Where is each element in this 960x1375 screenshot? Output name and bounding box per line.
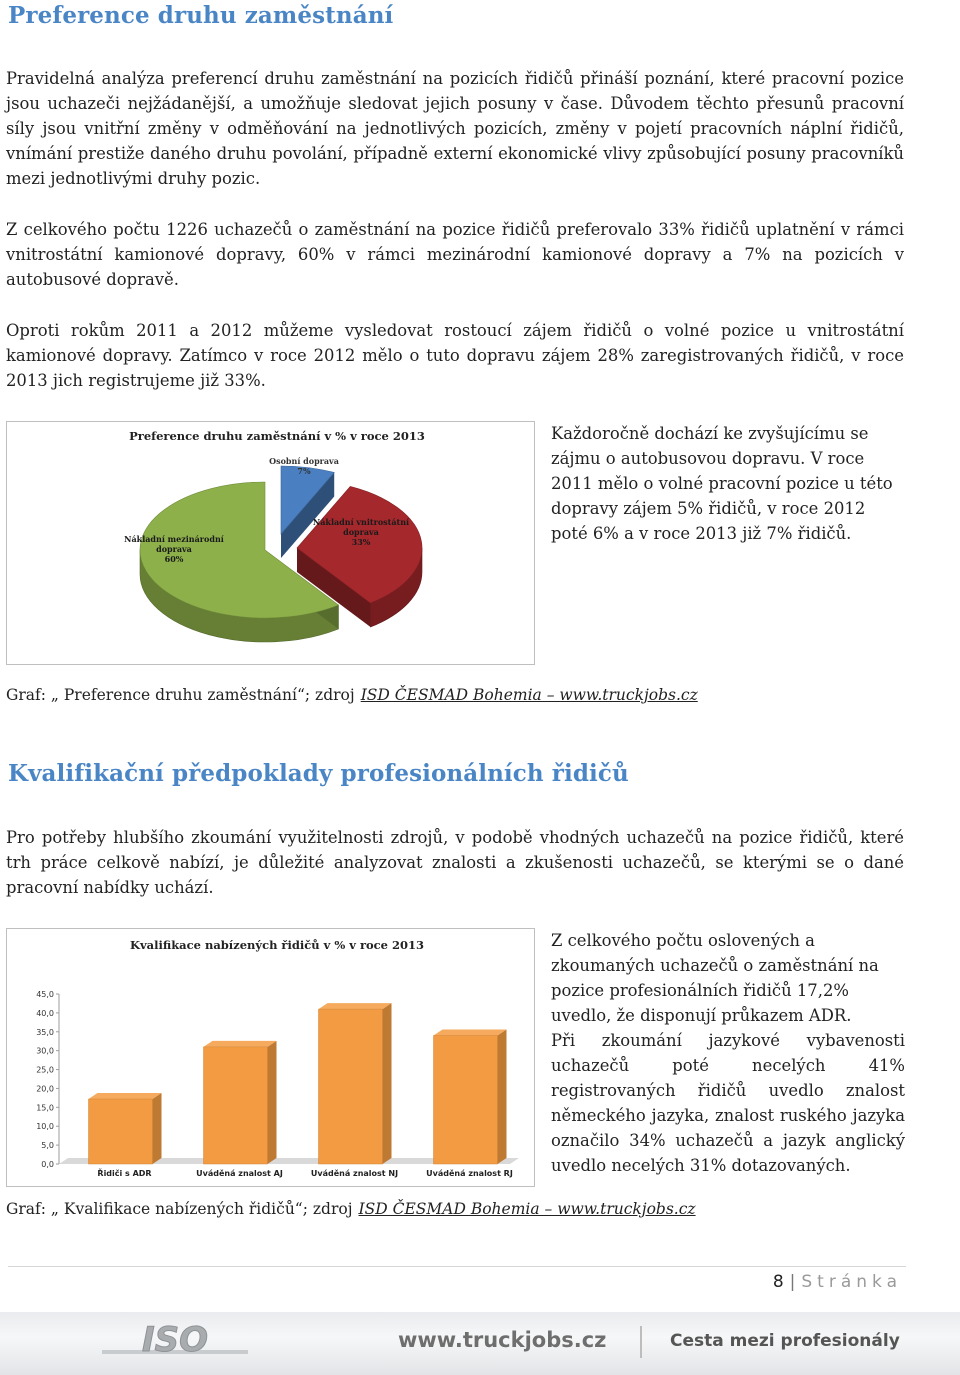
caption-qualification-label: Graf: „ Kvalifikace nabízených řidičů“; zdroj	[6, 1200, 353, 1218]
bar-chart-frame	[6, 928, 535, 1187]
pie-label-2: Nákladní mezinárodní doprava 60%	[124, 534, 224, 564]
page-number-value: 8	[772, 1272, 784, 1292]
pie-chart	[7, 422, 534, 664]
y-tick-label: 40,0	[36, 1008, 54, 1018]
y-tick-label: 30,0	[36, 1046, 54, 1056]
y-tick-label: 15,0	[36, 1103, 54, 1113]
section-heading-preference: Preference druhu zaměstnání	[8, 2, 394, 29]
caption-preference	[6, 685, 698, 705]
y-tick-label: 35,0	[36, 1027, 54, 1037]
banner-tagline: Cesta mezi profesionály	[670, 1331, 900, 1351]
pie-chart-frame	[6, 421, 535, 665]
x-category-label-0: Řidiči s ADR	[97, 1169, 152, 1178]
y-tick-label: 25,0	[36, 1065, 54, 1075]
banner-divider	[640, 1326, 642, 1358]
x-category-label-2: Uváděná znalost NJ	[310, 1169, 399, 1178]
caption-qualification	[6, 1199, 696, 1219]
paragraph-qualification: Pro potřeby hlubšího zkoumání využitelnosti zdrojů, v podobě vhodných uchazečů na pozice řidičů, které trh práce celkově nabízí, je důležité analyzovat znalosti a zkušenosti uchazečů, se kterými se o dané pracovní nabídky uchází.	[6, 828, 904, 897]
bar-side-3	[498, 1030, 507, 1164]
y-tick-label: 0,0	[41, 1160, 54, 1169]
bar-top-0	[89, 1093, 162, 1099]
caption-preference-source-link[interactable]: ISD ČESMAD Bohemia – www.truckjobs.cz	[360, 686, 698, 704]
bar-2	[319, 1009, 383, 1164]
y-tick-label: 20,0	[36, 1084, 54, 1094]
bar-side-0	[153, 1093, 162, 1164]
x-category-label-3: Uváděná znalost RJ	[426, 1169, 513, 1178]
paragraph-intro: Pravidelná analýza preferencí druhu zaměstnání na pozicích řidičů přináší poznání, které pracovní pozice jsou uchazeči nejžádanější, a umožňuje sledovat jejich posuny v čase. Důvodem těchto přesunů pracovní síly jsou vnitřní změny v odměňování na jednotlivých pozicích, změny v pojetí pracovních náplní řidičů, vnímání prestiže daného druhu povolání, případně externí ekonomické vlivy způsobující posuny pracovníků mezi jednotlivými druhy pozic.	[6, 69, 904, 188]
iso-logo-text: ISO	[141, 1320, 209, 1360]
caption-qualification-source-link[interactable]: ISD ČESMAD Bohemia – www.truckjobs.cz	[358, 1200, 696, 1218]
side-text-adr: Z celkového počtu oslovených a zkoumaných uchazečů o zaměstnání na pozice profesionálních řidičů 17,2% uvedlo, že disponují průkazem ADR.	[551, 931, 879, 1025]
footer-divider	[8, 1266, 906, 1267]
y-tick-label: 5,0	[41, 1141, 54, 1151]
caption-preference-label: Graf: „ Preference druhu zaměstnání“; zdroj	[6, 686, 355, 704]
side-text-languages: Při zkoumání jazykové vybavenosti uchazečů poté necelých 41% registrovaných řidičů uvedlo znalost německého jazyka, znalost ruského jazyka označilo 34% uchazečů a jazyk anglický uvedlo necelých 31% dotazovaných.	[551, 1031, 905, 1175]
page-number-word: Stránka	[801, 1272, 902, 1292]
bar-top-1	[204, 1041, 277, 1047]
section-heading-qualification: Kvalifikační předpoklady profesionálních řidičů	[8, 760, 629, 787]
side-text-bus: Každoročně dochází ke zvyšujícímu se zájmu o autobusovou dopravu. V roce 2011 mělo o volné pracovní pozice u této dopravy zájem 5% řidičů, v roce 2012 poté 6% a v roce 2013 již 7% řidičů.	[551, 424, 893, 543]
paragraph-trend: Oproti rokům 2011 a 2012 můžeme vysledovat rostoucí zájem řidičů o volné pozice u vnitrostátní kamionové dopravy. Zatímco v roce 2012 mělo o tuto dopravu zájem 28% zaregistrovaných řidičů, v roce 2013 jich registrujeme již 33%.	[6, 321, 904, 390]
pie-label-1: Nákladní vnitrostátní doprava 33%	[312, 517, 410, 547]
pie-chart-title: Preference druhu zaměstnání v % v roce 2013	[129, 429, 425, 443]
bar-top-3	[434, 1030, 507, 1036]
y-tick-label: 10,0	[36, 1122, 54, 1132]
bar-chart	[7, 929, 534, 1186]
bar-top-2	[319, 1003, 392, 1009]
paragraph-totals: Z celkového počtu 1226 uchazečů o zaměstnání na pozice řidičů preferovalo 33% řidičů uplatnění v rámci vnitrostátní kamionové dopravy, 60% v rámci mezinárodní kamionové dopravy a 7% na pozicích v autobusové dopravě.	[6, 220, 904, 289]
page-number	[773, 1272, 902, 1292]
bar-1	[204, 1047, 268, 1164]
x-category-label-1: Uváděná znalost AJ	[196, 1169, 283, 1178]
bar-0	[89, 1099, 153, 1164]
bar-side-1	[268, 1041, 277, 1164]
bar-chart-title: Kvalifikace nabízených řidičů v % v roce 2013	[129, 938, 425, 952]
bar-3	[434, 1036, 498, 1164]
banner-url-link[interactable]: www.truckjobs.cz	[398, 1328, 607, 1352]
page-number-separator: |	[789, 1272, 796, 1292]
pie-label-0: Osobní doprava 7%	[269, 456, 339, 476]
iso-logo-icon	[100, 1320, 250, 1364]
bar-side-2	[383, 1003, 392, 1164]
y-tick-label: 45,0	[36, 990, 54, 999]
